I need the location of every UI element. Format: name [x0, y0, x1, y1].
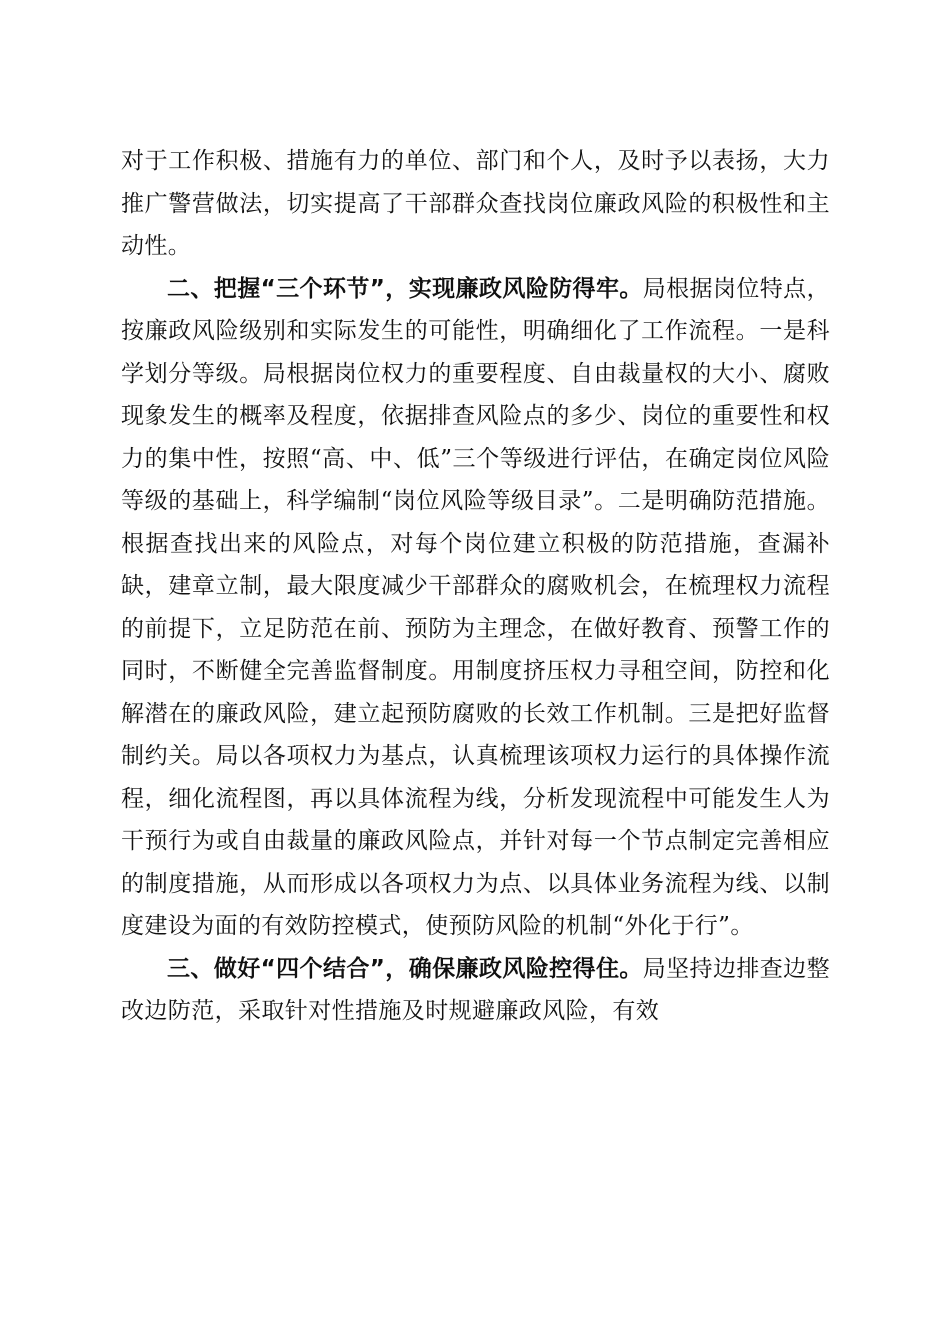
- paragraph-text: 对于工作积极、措施有力的单位、部门和个人，及时予以表扬，大力推广警营做法，切实提高了干部群众查找岗位廉政风险的积极性和主动性。: [121, 148, 830, 259]
- paragraph-text: 局根据岗位特点，按廉政风险级别和实际发生的可能性，明确细化了工作流程。一是科学划分等级。局根据岗位权力的重要程度、自由裁量权的大小、腐败现象发生的概率及程度，依据排查风险点的多少、岗位的重要性和权力的集中性，按照“高、中、低”三个等级进行评估，在确定岗位风险等级的基础上，科学编制“岗位风险等级目录”。二是明确防范措施。根据查找出来的风险点，对每个岗位建立积极的防范措施，查漏补缺，建章立制，最大限度减少干部群众的腐败机会，在梳理权力流程的前提下，立足防范在前、预防为主理念，在做好教育、预警工作的同时，不断健全完善监督制度。用制度挤压权力寻租空间，防控和化解潜在的廉政风险，建立起预防腐败的长效工作机制。三是把好监督制约关。局以各项权力为基点，认真梳理该项权力运行的具体操作流程，细化流程图，再以具体流程为线，分析发现流程中可能发生人为干预行为或自由裁量的廉政风险点，并针对每一个节点制定完善相应的制度措施，从而形成以各项权力为点、以具体业务流程为线、以制度建设为面的有效防控模式，使预防风险的机制“外化于行”。: [121, 275, 830, 939]
- paragraph-section-two: [121, 268, 830, 948]
- document-body: [121, 140, 830, 1033]
- paragraph-text: 局坚持边排查边整改边防范，采取针对性措施及时规避廉政风险，有效: [121, 955, 830, 1024]
- section-heading: 二、把握“三个环节”，实现廉政风险防得牢。: [167, 275, 643, 302]
- paragraph-section-three: [121, 948, 830, 1033]
- paragraph-continuation: [121, 140, 830, 268]
- section-heading: 三、做好“四个结合”，确保廉政风险控得住。: [167, 955, 643, 982]
